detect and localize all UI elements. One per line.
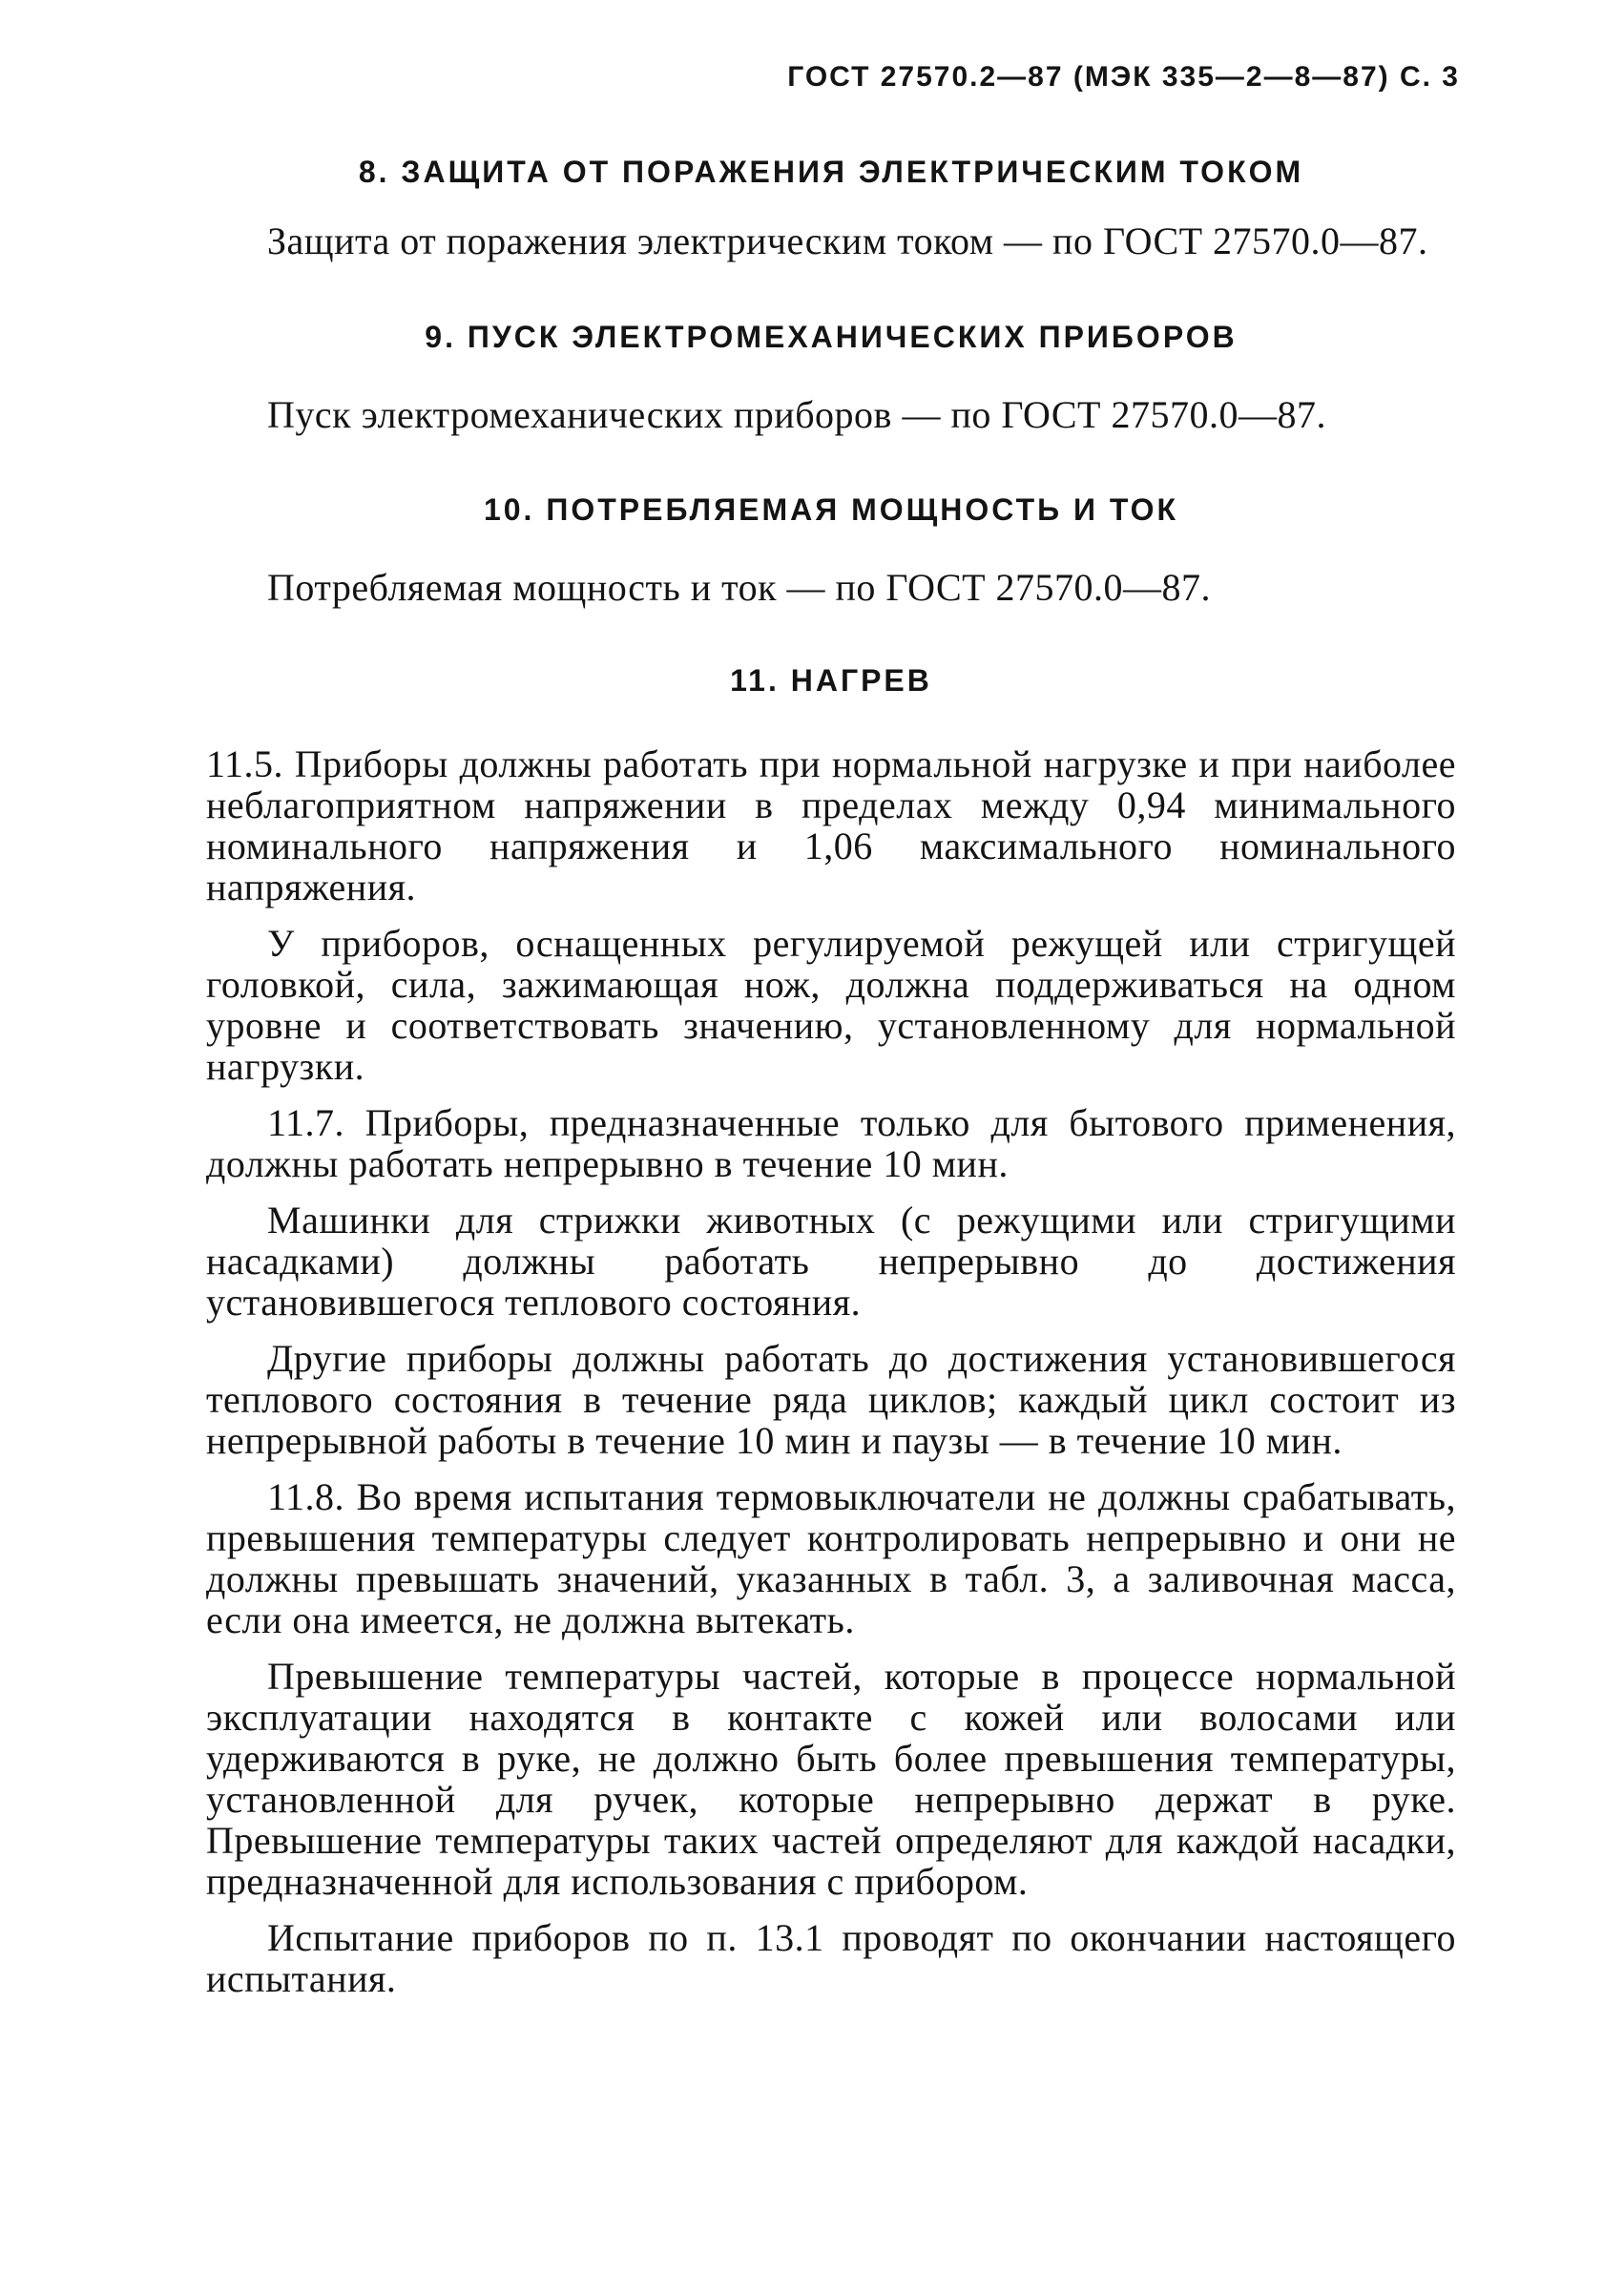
paragraph-test-13-1: Испытание приборов по п. 13.1 проводят по окончании настоящего испытания. — [206, 1916, 1456, 2000]
running-header: ГОСТ 27570.2—87 (МЭК 335—2—8—87) С. 3 — [787, 61, 1460, 93]
section-9-heading: 9. ПУСК ЭЛЕКТРОМЕХАНИЧЕСКИХ ПРИБОРОВ — [425, 320, 1238, 354]
paragraph-11-8: 11.8. Во время испытания термовыключатели не должны срабатывать, превышения температуры следует контролировать непрерывно и они не должны превышать значений, указанных в табл. 3, а заливочная масса, если она имеется, не должна вытекать. — [206, 1475, 1456, 1641]
paragraph-temperature-rise: Превышение температуры частей, которые в процессе нормальной эксплуатации находятся в контакте с кожей или волосами или удерживаются в руке, не должно быть более превышения температуры, установленной для ручек, которые непрерывно держат в руке. Превышение температуры таких частей определяют для каждой насадки, предназначенной для использования с прибором. — [206, 1655, 1456, 1903]
section-9-text: Пуск электромеханических приборов — по ГОСТ 27570.0—87. — [267, 393, 1326, 436]
paragraph-11-7: 11.7. Приборы, предназначенные только для бытового применения, должны работать непрерывно в течение 10 мин. — [206, 1101, 1456, 1185]
section-10-heading: 10. ПОТРЕБЛЯЕМАЯ МОЩНОСТЬ И ТОК — [483, 492, 1179, 527]
paragraph-animal-clippers: Машинки для стрижки животных (с режущими или стригущими насадками) должны работать непрерывно до достижения установившегося теплового состояния. — [206, 1199, 1456, 1324]
page-content — [206, 143, 1456, 1999]
paragraph-other-appliances: Другие приборы должны работать до достижения установившегося теплового состояния в течение ряда циклов; каждый цикл состоит из непрерывной работы в течение 10 мин и паузы — в течение 10 мин. — [206, 1337, 1456, 1462]
section-11-body — [206, 743, 1456, 1999]
paragraph-11-5: 11.5. Приборы должны работать при нормальной нагрузке и при наиболее неблагоприятном напряжении в пределах между 0,94 минимального номинального напряжения и 1,06 максимального номинального напряжения. — [206, 742, 1456, 908]
section-11-heading: 11. НАГРЕВ — [730, 663, 932, 698]
section-10-text: Потребляемая мощность и ток — по ГОСТ 27570.0—87. — [267, 566, 1212, 609]
section-8-heading: 8. ЗАЩИТА ОТ ПОРАЖЕНИЯ ЭЛЕКТРИЧЕСКИМ ТОКОМ — [358, 155, 1304, 189]
paragraph-cutting-head: У приборов, оснащенных регулируемой режущей или стригущей головкой, сила, зажимающая нож, должна поддерживаться на одном уровне и соответствовать значению, установленному для нормальной нагрузки. — [206, 922, 1456, 1088]
section-8-text: Защита от поражения электрическим током — по ГОСТ 27570.0—87. — [267, 219, 1428, 262]
